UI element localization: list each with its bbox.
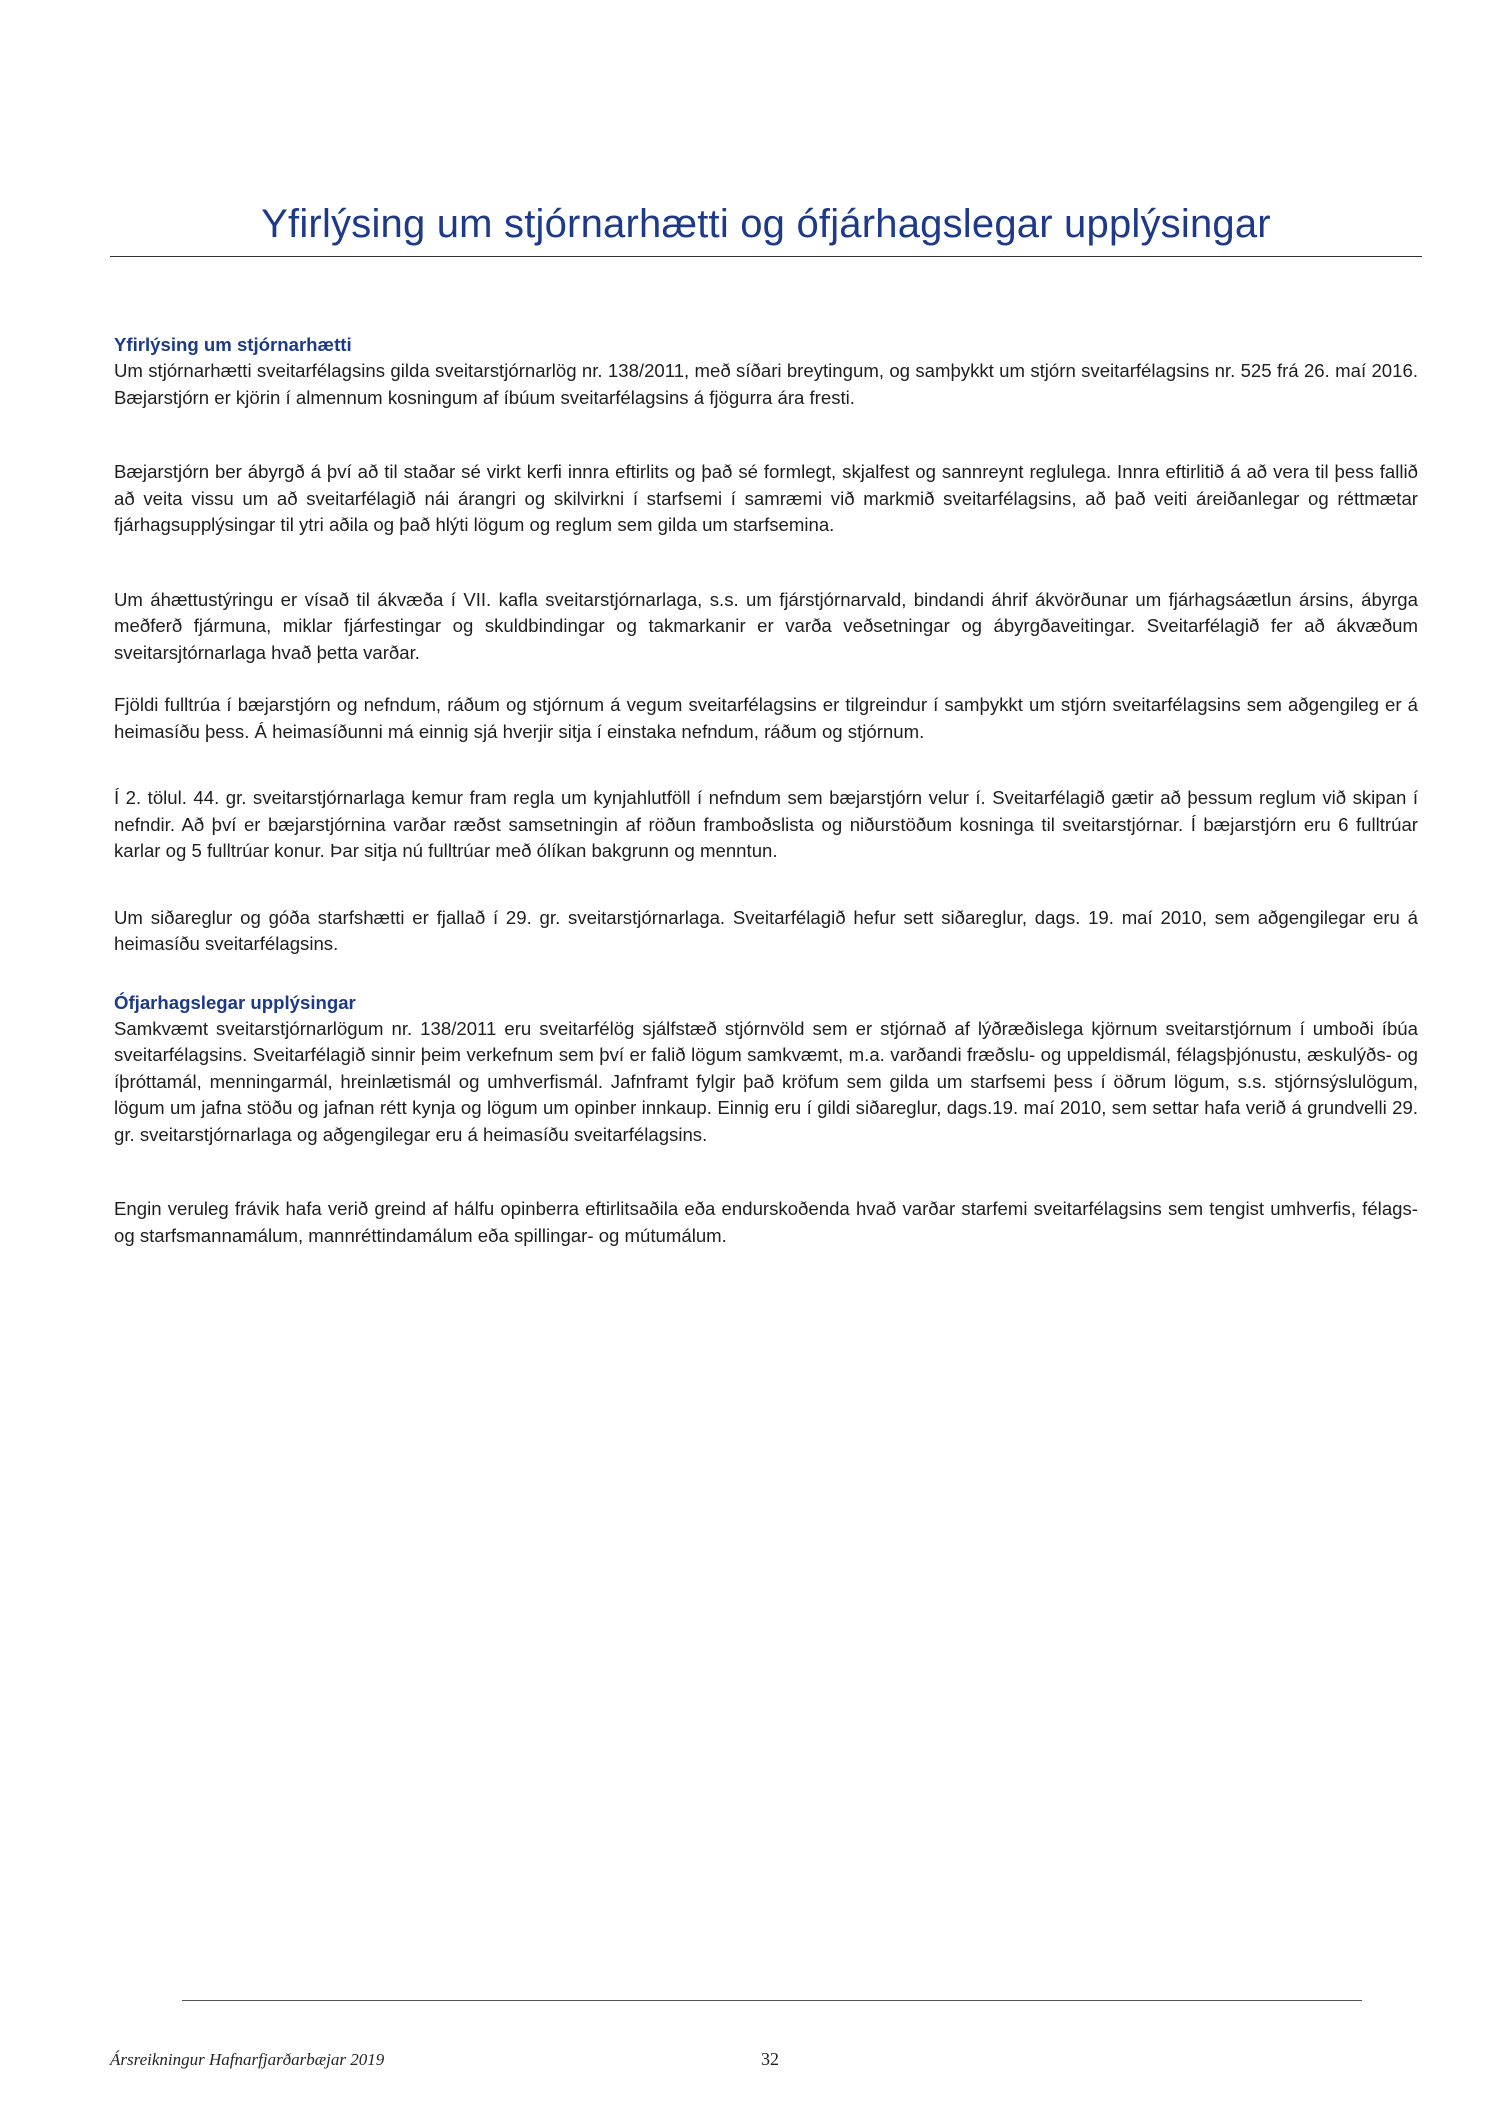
section-heading-governance: Yfirlýsing um stjórnarhætti — [114, 334, 352, 355]
paragraph-governance-2: Bæjarstjórn ber ábyrgð á því að til staðar sé virkt kerfi innra eftirlits og það sé formlegt, skjalfest og sannreynt reglulega. Innra eftirlitið á að vera til þess fallið að veita vissu um að sveitarfélagið nái árangri og skilvirkni í starfsemi í samræmi við markmið sveitarfélagsins, að það veiti áreiðanlegar og réttmætar fjárhagsupplýsingar til ytri aðila og það hlýti lögum og reglum sem gilda um starfsemina. — [114, 461, 1418, 535]
page-title: Yfirlýsing um stjórnarhætti og ófjárhagslegar upplýsingar — [261, 202, 1271, 246]
paragraph-governance-6: Um siðareglur og góða starfshætti er fjallað í 29. gr. sveitarstjórnarlaga. Sveitarfélagið hefur sett siðareglur, dags. 19. maí 2010, sem aðgengilegar eru á heimasíðu sveitarfélagsins. — [114, 906, 1418, 954]
footer-report-name: Ársreikningur Hafnarfjarðarbæjar 2019 — [110, 2050, 385, 2069]
paragraph-governance-4: Fjöldi fulltrúa í bæjarstjórn og nefndum, ráðum og stjórnum á vegum sveitarfélagsins er tilgreindur í samþykkt um stjórn sveitarfélagsins sem aðgengileg er á heimasíðu þess. Á heimasíðunni má einnig sjá hverjir sitja í einstaka nefndum, ráðum og stjórnum. — [114, 694, 1418, 742]
paragraph-non-financial-2: Engin veruleg frávik hafa verið greind af hálfu opinberra eftirlitsaðila eða endurskoðenda hvað varðar starfemi sveitarfélagsins sem tengist umhverfis, félags- og starfsmannamálum, mannréttindamálum eða spillingar- og mútumálum. — [114, 1198, 1418, 1246]
footer-divider — [182, 2000, 1362, 2001]
title-divider — [110, 256, 1422, 257]
document-body — [114, 332, 1418, 1249]
paragraph-non-financial-1: Samkvæmt sveitarstjórnarlögum nr. 138/2011 eru sveitarfélög sjálfstæð stjórnvöld sem er stjórnað af lýðræðislega kjörnum sveitarstjórnum í umboði íbúa sveitarfélagsins. Sveitarfélagið sinnir þeim verkefnum sem því er falið lögum samkvæmt, m.a. varðandi fræðslu- og uppeldismál, félagsþjónustu, æskulýðs- og íþróttamál, menningarmál, hreinlætismál og umhverfismál. Jafnframt fylgir það kröfum sem gilda um starfsemi þess í öðrum lögum, s.s. stjórnsýslulögum, lögum um jafna stöðu og jafnan rétt kynja og lögum um opinber innkaup. Einnig eru í gildi siðareglur, dags.19. maí 2010, sem settar hafa verið á grundvelli 29. gr. sveitarstjórnarlaga og aðgengilegar eru á heimasíðu sveitarfélagsins. — [114, 1017, 1418, 1145]
page-number: 32 — [761, 2049, 779, 2069]
section-heading-non-financial: Ófjarhagslegar upplýsingar — [114, 991, 356, 1013]
paragraph-governance-5: Í 2. tölul. 44. gr. sveitarstjórnarlaga kemur fram regla um kynjahlutföll í nefndum sem bæjarstjórn velur í. Sveitarfélagið gætir að þessum reglum við skipan í nefndir. Að því er bæjarstjórnina varðar ræðst samsetningin af röðun framboðslista og niðurstöðum kosninga til sveitarstjórnar. Í bæjarstjórn eru 6 fulltrúar karlar og 5 fulltrúar konur. Þar sitja nú fulltrúar með ólíkan bakgrunn og menntun. — [114, 787, 1418, 861]
paragraph-governance-1: Um stjórnarhætti sveitarfélagsins gilda sveitarstjórnarlög nr. 138/2011, með síðari breytingum, og samþykkt um stjórn sveitarfélagsins nr. 525 frá 26. maí 2016. Bæjarstjórn er kjörin í almennum kosningum af íbúum sveitarfélagsins á fjögurra ára fresti. — [114, 360, 1418, 408]
paragraph-governance-3: Um áhættustýringu er vísað til ákvæða í VII. kafla sveitarstjórnarlaga, s.s. um fjárstjórnarvald, bindandi áhrif ákvörðunar um fjárhagsáætlun ársins, ábyrga meðferð fjármuna, miklar fjárfestingar og skuldbindingar og takmarkanir er varða veðsetningar og ábyrgðaveitingar. Sveitarfélagið fer að ákvæðum sveitarsjtórnarlaga hvað þetta varðar. — [114, 588, 1418, 663]
